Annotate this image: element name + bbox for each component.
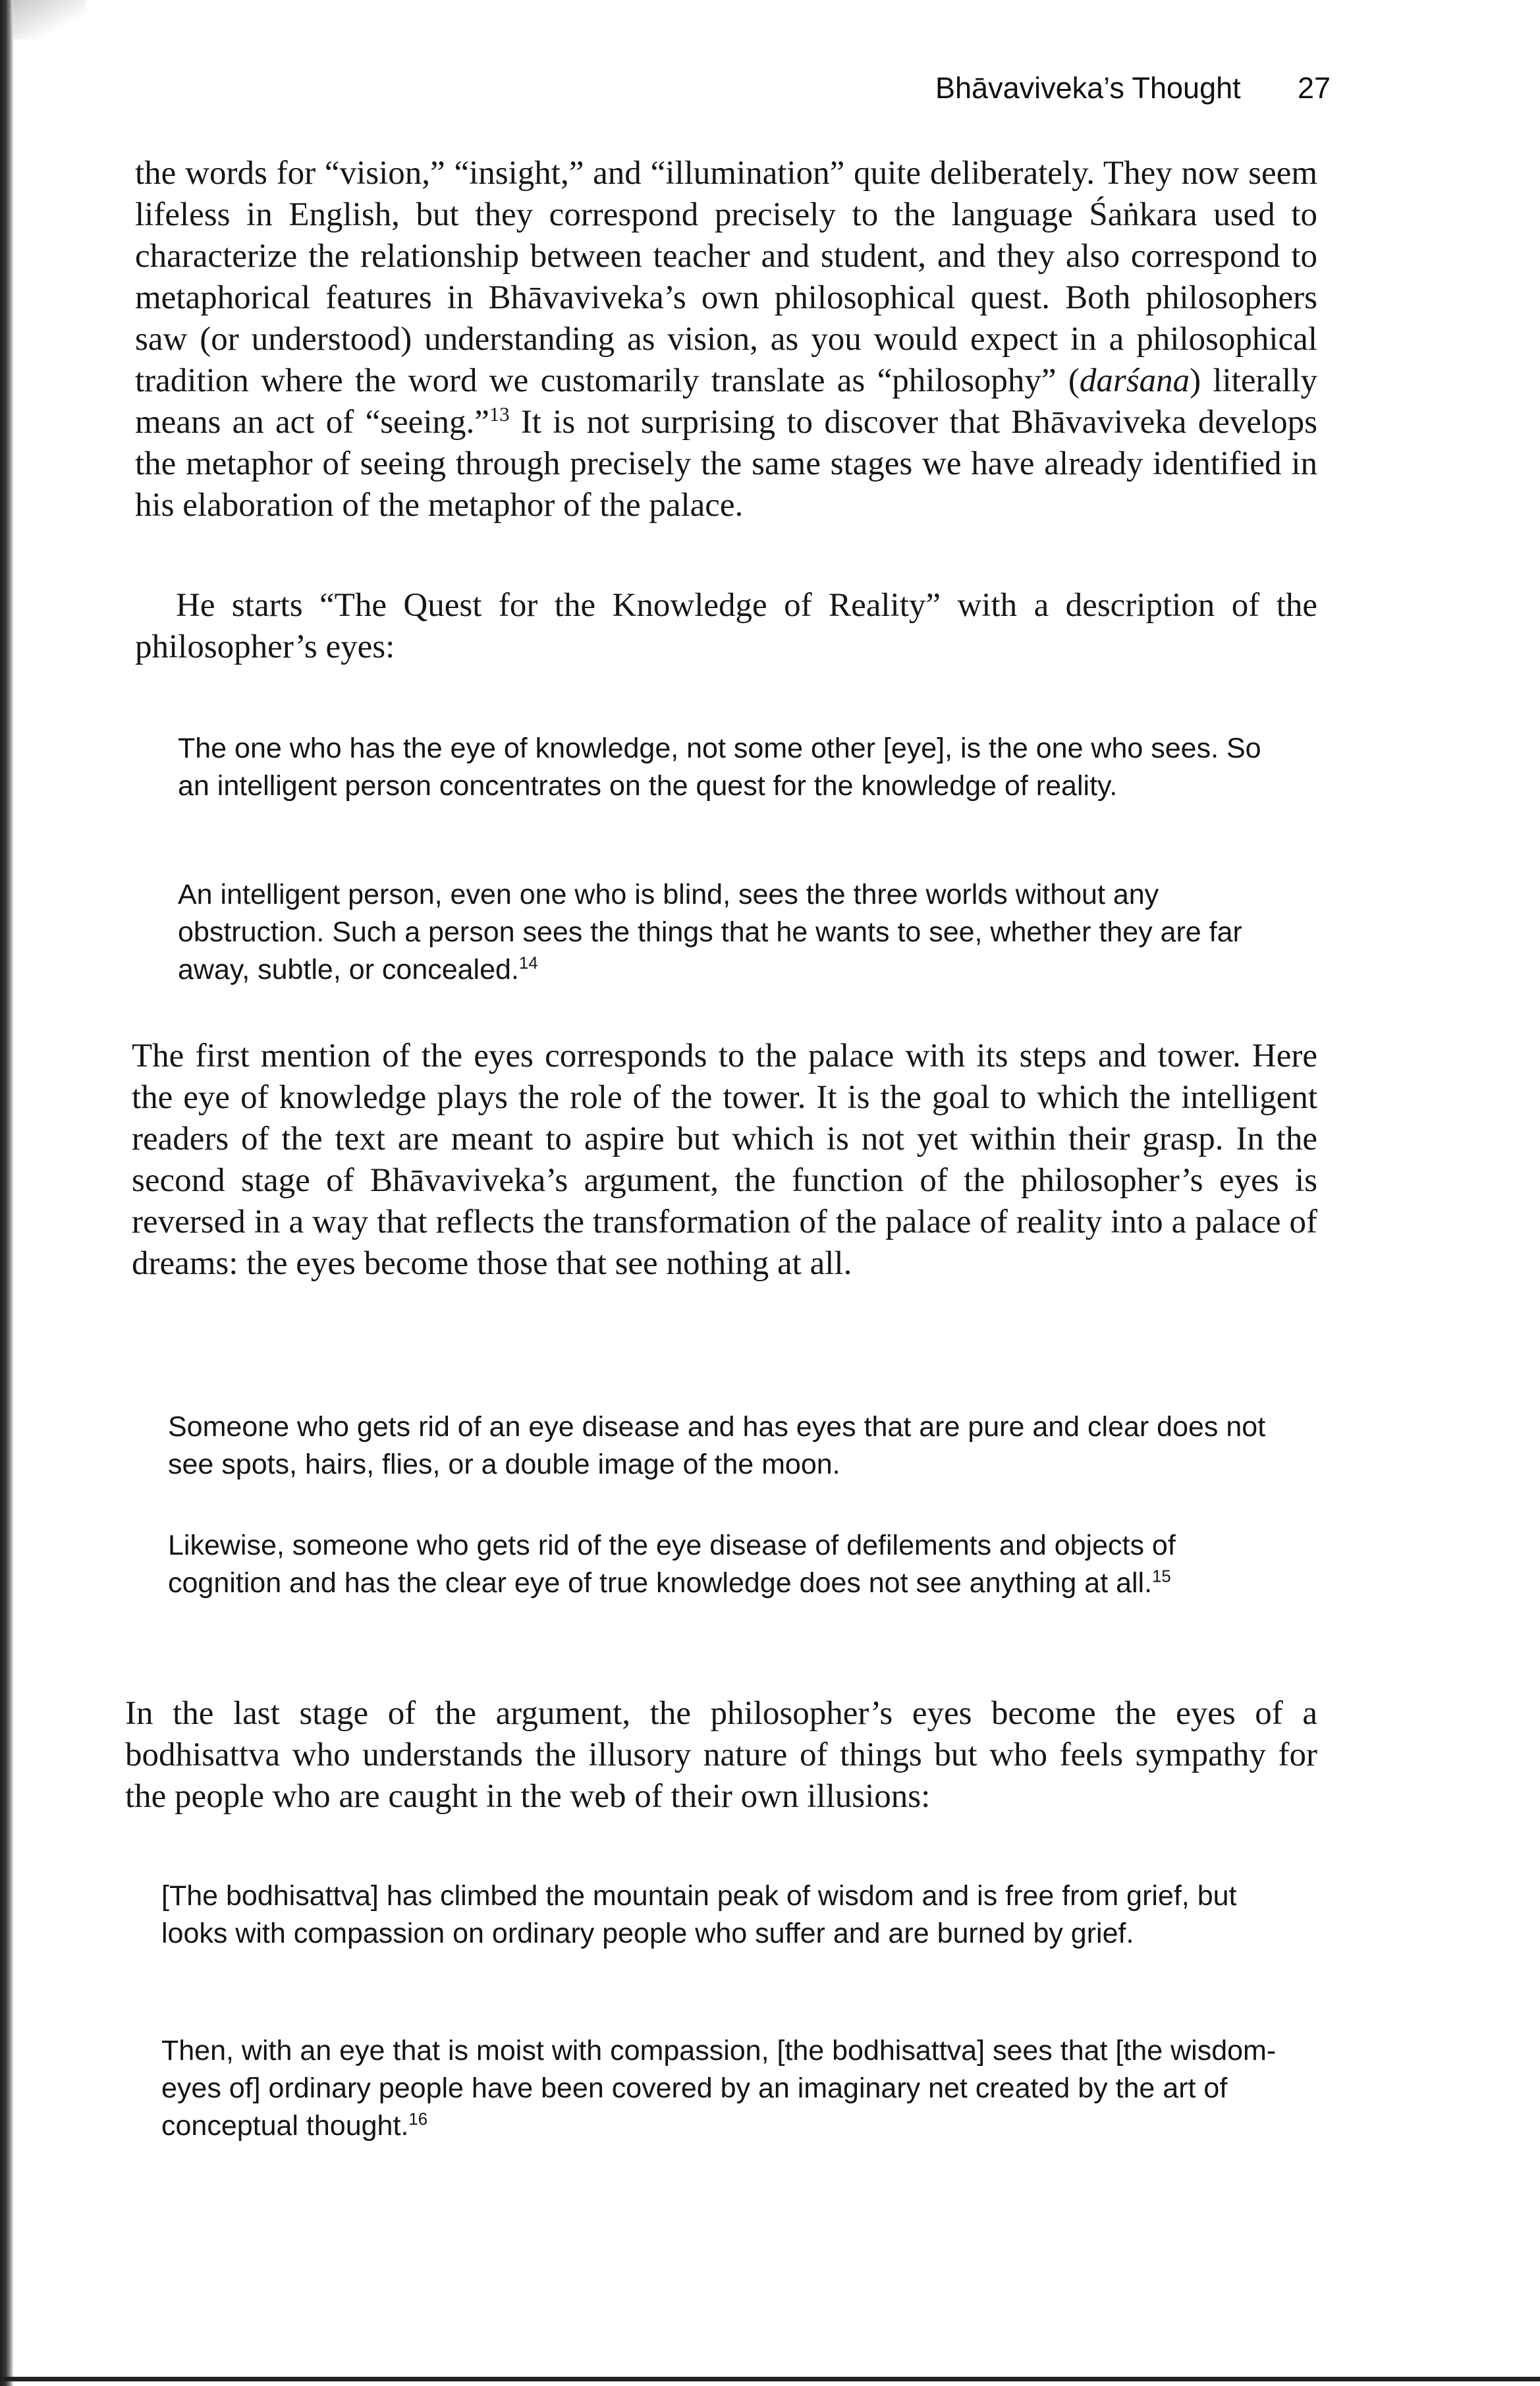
- footnote-ref-16[interactable]: 16: [408, 2110, 428, 2129]
- block-quote-4: Likewise, someone who gets rid of the eye disease of defilements and objects of cognition and has the clear eye of true knowledge does not see anything at all.$^{15}$: [168, 1530, 1176, 1599]
- page-corner-shadow: [13, 0, 86, 40]
- book-spine-shadow: [0, 0, 13, 2386]
- term-darsana: darśana: [1079, 362, 1190, 399]
- block-quote-2: An intelligent person, even one who is blind, sees the three worlds without any obstruction. Such a person sees the things that he wants to see, whether they are far away, subtle, or concealed.$^{14}$: [178, 879, 1242, 985]
- page-bottom-edge: [0, 2377, 1540, 2381]
- footnote-ref-13[interactable]: 13: [489, 403, 510, 426]
- body-paragraph-3: The first mention of the eyes corresponds to the palace with its steps and tower. Here the eye of knowledge plays the role of the tower. It is the goal to which the intelligent readers of the text are meant to aspire but which is not yet within their grasp. In the second stage of Bhāvaviveka’s argument, the function of the philosopher’s eyes is reversed in a way that reflects the transformation of the palace of reality into a palace of dreams: the eyes become those that see nothing at all.: [132, 1038, 1317, 1282]
- body-paragraph-2: He starts “The Quest for the Knowledge of Reality” with a description of the philosopher’s eyes:: [135, 587, 1317, 665]
- running-header-title: Bhāvaviveka’s Thought: [935, 71, 1241, 105]
- block-quote-3: Someone who gets rid of an eye disease and has eyes that are pure and clear does not see spots, hairs, flies, or a double image of the moon.: [168, 1411, 1266, 1480]
- block-quote-6: Then, with an eye that is moist with compassion, [the bodhisattva] sees that [the wisdom-eyes of] ordinary people have been covered by an imaginary net created by the art of conceptual thought.$^{16}$: [161, 2035, 1277, 2142]
- page-number: 27: [1297, 71, 1331, 105]
- body-paragraph-1: the words for “vision,” “insight,” and “illumination” quite deliberately. They now seem lifeless in English, but they correspond precisely to the language Śaṅkara used to characterize the relationship between teacher and student, and they also correspond to metaphorical features in Bhāvaviveka’s own philosophical quest. Both philosophers saw (or understood) understanding as vision, as you would expect in a philosophical tradition where the word we customarily translate as “philosophy” (darśana) literally means an act of “seeing.”$^{13}$ It is not surprising to discover that Bhāvaviveka develops the metaphor of seeing through precisely the same stages we have already identified in his elaboration of the metaphor of the palace.: [135, 155, 1317, 524]
- footnote-ref-15[interactable]: 15: [1152, 1567, 1171, 1586]
- footnote-ref-14[interactable]: 14: [518, 954, 538, 973]
- block-quote-5: [The bodhisattva] has climbed the mountain peak of wisdom and is free from grief, but looks with compassion on ordinary people who suffer and are burned by grief.: [161, 1880, 1237, 1949]
- body-paragraph-4: In the last stage of the argument, the philosopher’s eyes become the eyes of a bodhisattva who understands the illusory nature of things but who feels sympathy for the people who are caught in the web of their own illusions:: [125, 1695, 1317, 1815]
- block-quote-1: The one who has the eye of knowledge, not some other [eye], is the one who sees. So an intelligent person concentrates on the quest for the knowledge of reality.: [178, 733, 1261, 802]
